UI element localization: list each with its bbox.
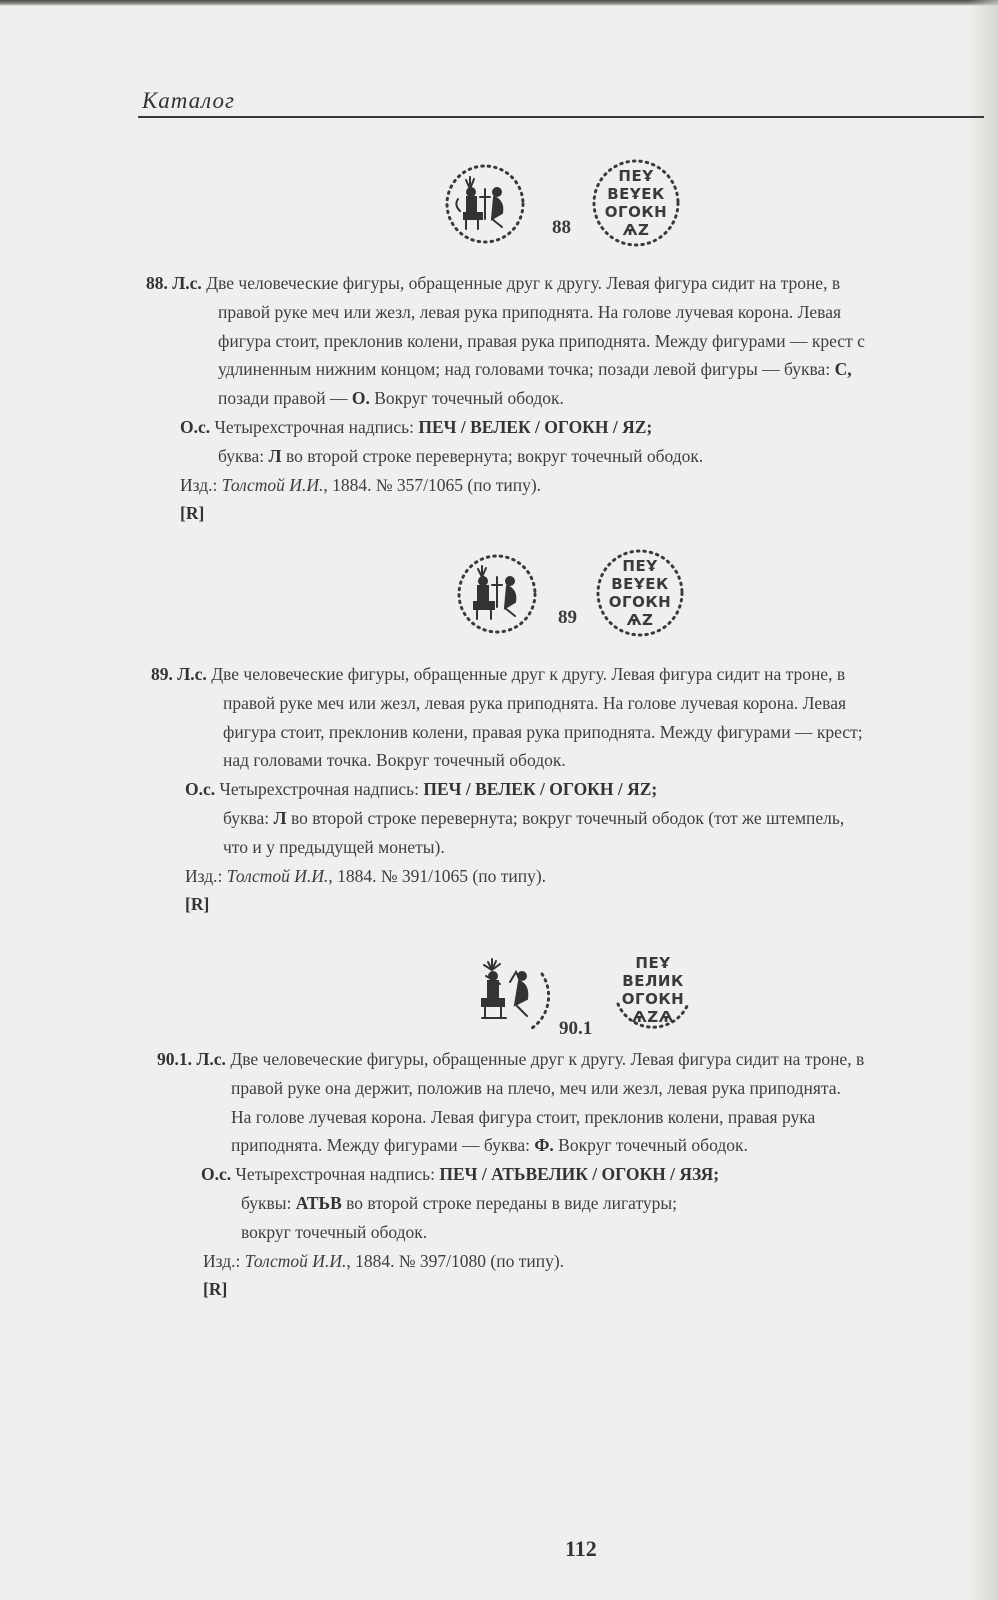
obverse-letter: О. <box>351 388 370 409</box>
publication-label: Изд.: <box>203 1250 245 1271</box>
coin-illustration-88 <box>440 155 690 255</box>
reverse-inscription: ПЕЧ / ВЕЛЕК / ОГОКН / ЯZ; <box>418 416 653 437</box>
publication-ref: , 1884. № 391/1065 (по типу). <box>328 865 547 886</box>
publication-ref: , 1884. № 397/1080 (по типу). <box>346 1250 565 1271</box>
rarity-mark: [R] <box>185 894 210 915</box>
obverse-text-line: На голове лучевая корона. Левая фигура стоит, преклонив колени, правая рука <box>231 1106 816 1127</box>
reverse-text-part: буква: <box>218 445 269 466</box>
reverse-text-part: во второй строке переданы в виде лигатуры; <box>341 1192 678 1213</box>
header-rule <box>138 116 984 118</box>
obverse-label: Л.с. <box>177 664 207 684</box>
coin-illustration-89 <box>452 545 702 645</box>
coin-legend-line: ПЕҰ <box>635 954 671 972</box>
reverse-letter: АТЬВ <box>295 1192 342 1213</box>
publication-label: Изд.: <box>180 474 222 495</box>
rarity-mark: [R] <box>180 503 205 524</box>
page-number: 112 <box>565 1536 597 1561</box>
obverse-letter: Ф. <box>534 1135 554 1156</box>
catalog-entry-89 <box>151 660 931 919</box>
obverse-letter: С, <box>834 359 852 380</box>
obverse-text-line: фигура стоит, преклонив колени, правая рука приподнята. Между фигурами — крест с <box>218 330 865 351</box>
obverse-text-line: удлиненным нижним концом; над головами точка; позади левой фигуры — буква: <box>218 359 835 380</box>
obverse-text-line: правой руке она держит, положив на плечо, меч или жезл, левая рука приподнята. <box>231 1077 841 1098</box>
catalog-entry-88 <box>146 269 926 528</box>
reverse-text-part: вокруг точечный ободок. <box>241 1221 428 1242</box>
reverse-text-part: буквы: <box>241 1192 296 1213</box>
coin-reverse-90-1-image <box>608 946 698 1036</box>
obverse-text-line: Две человеческие фигуры, обращенные друг к другу. Левая фигура сидит на троне, в <box>211 664 846 684</box>
coin-legend-line: ОГОКН <box>608 593 672 611</box>
obverse-tail: Вокруг точечный ободок. <box>369 388 564 409</box>
coin-reverse-89-image <box>592 545 688 641</box>
coin-number-88: 88 <box>552 217 571 238</box>
coin-legend-line: ОГОКН <box>604 203 668 221</box>
reverse-letter: Л <box>273 807 287 828</box>
coin-illustration-90-1 <box>470 950 720 1050</box>
coin-legend-line: ВЕҰЕК <box>607 185 665 203</box>
coin-legend-line: ВЕЛИК <box>622 972 684 990</box>
obverse-tail: Вокруг точечный ободок. <box>553 1135 748 1156</box>
running-head: Каталог <box>142 88 235 113</box>
reverse-label: О.с. <box>185 779 216 800</box>
coin-legend-line: ѦZѦ <box>631 1008 675 1026</box>
publication-author: Толстой И.И. <box>226 865 329 886</box>
publication-author: Толстой И.И. <box>221 474 324 495</box>
coin-legend-line: ПЕҰ <box>622 557 658 575</box>
reverse-letter: Л <box>268 445 282 466</box>
publication-ref: , 1884. № 357/1065 (по типу). <box>323 474 542 495</box>
coin-legend-line: ѦZ <box>626 611 654 629</box>
coin-obverse-90-1-image <box>470 954 550 1038</box>
page-top-edge <box>0 0 998 6</box>
coin-legend-line: ПЕҰ <box>618 167 654 185</box>
obverse-label: Л.с. <box>196 1049 226 1069</box>
reverse-text-part: во второй строке перевернута; вокруг точечный ободок (тот же штемпель, <box>286 807 845 828</box>
obverse-text-line: Две человеческие фигуры, обращенные друг к другу. Левая фигура сидит на троне, в <box>230 1049 865 1069</box>
obverse-text-line: Две человеческие фигуры, обращенные друг к другу. Левая фигура сидит на троне, в <box>206 273 841 293</box>
reverse-text-part: что и у предыдущей монеты). <box>223 836 445 857</box>
entry-number: 89. <box>151 664 173 684</box>
reverse-label: О.с. <box>180 416 211 437</box>
obverse-text-line: позади правой — <box>218 388 352 409</box>
coin-obverse-88-image <box>440 159 530 249</box>
coin-reverse-88-image <box>588 155 684 251</box>
obverse-label: Л.с. <box>172 273 202 293</box>
reverse-label: О.с. <box>201 1164 232 1185</box>
reverse-intro: Четырехстрочная надпись: <box>235 1164 440 1185</box>
obverse-text-line: правой руке меч или жезл, левая рука приподнята. На голове лучевая корона. Левая <box>223 692 847 713</box>
obverse-text-line: правой руке меч или жезл, левая рука приподнята. На голове лучевая корона. Левая <box>218 301 842 322</box>
entry-number: 88. <box>146 273 168 293</box>
coin-number-89: 89 <box>558 607 577 628</box>
obverse-text-line: фигура стоит, преклонив колени, правая рука приподнята. Между фигурами — крест; <box>223 721 863 742</box>
coin-number-90-1: 90.1 <box>559 1018 593 1039</box>
rarity-mark: [R] <box>203 1279 228 1300</box>
reverse-inscription: ПЕЧ / ВЕЛЕК / ОГОКН / ЯZ; <box>423 779 658 800</box>
reverse-text-part: во второй строке перевернута; вокруг точечный ободок. <box>281 445 704 466</box>
catalog-entry-90-1 <box>157 1045 937 1304</box>
coin-obverse-89-image <box>452 549 542 639</box>
reverse-inscription: ПЕЧ / АТЬВЕЛИК / ОГОКН / ЯЗЯ; <box>439 1164 720 1185</box>
publication-author: Толстой И.И. <box>244 1250 347 1271</box>
coin-legend-line: ОГОКН <box>621 990 685 1008</box>
coin-legend-line: ѦZ <box>622 221 650 239</box>
reverse-text-part: буква: <box>223 807 274 828</box>
coin-legend-line: ВЕҰЕК <box>611 575 669 593</box>
reverse-intro: Четырехстрочная надпись: <box>214 416 419 437</box>
page-right-shadow <box>968 0 998 1600</box>
obverse-text-line: приподнята. Между фигурами — буква: <box>231 1135 535 1156</box>
reverse-intro: Четырехстрочная надпись: <box>219 779 424 800</box>
obverse-text-line: над головами точка. Вокруг точечный ободок. <box>223 750 566 771</box>
publication-label: Изд.: <box>185 865 227 886</box>
entry-number: 90.1. <box>157 1049 192 1069</box>
